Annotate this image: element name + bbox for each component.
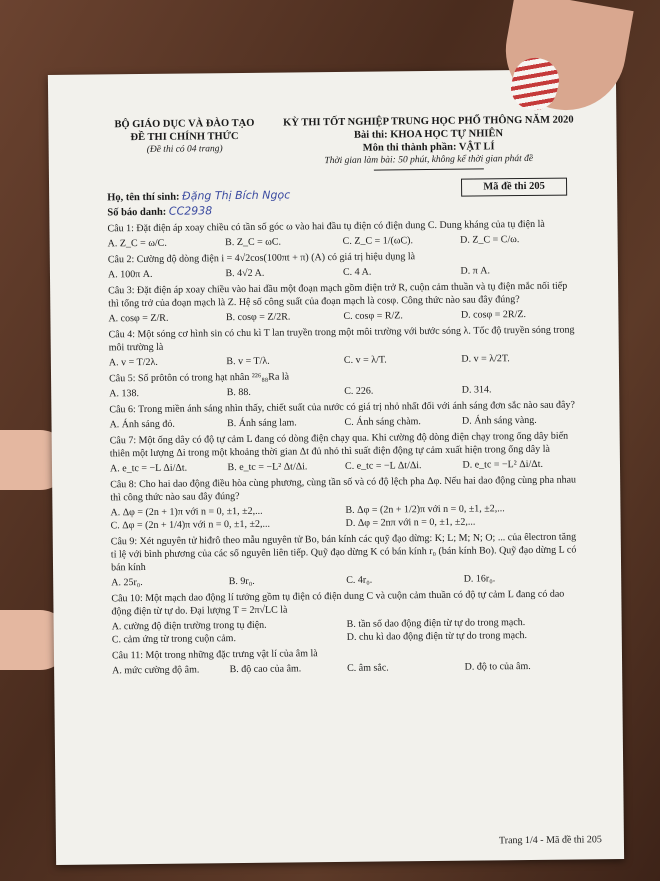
options [112, 615, 582, 646]
option: D. 16r₀. [463, 573, 496, 585]
question-text: Câu 9: Xét nguyên tử hiđrô theo mẫu nguyên tử Bo, bán kính các quỹ đạo dừng: K; L; M; N; O; ... của êlectron tăng tỉ lệ với bình phương của các số nguyên liên tiếp. Quỹ đạo dừng K có bán kính r₀ (bán kính Bo). Quỹ đạo dừng L có bán kính [110, 531, 577, 574]
option: B. 4√2 A. [225, 267, 265, 280]
option: A. e_tc = −L Δi/Δt. [109, 462, 188, 475]
option: C. e_tc = −L Δt/Δi. [344, 460, 422, 472]
option: C. 4r₀. [346, 574, 373, 586]
option: D. Z_C = C/ω. [460, 234, 520, 246]
options [108, 263, 578, 281]
divider [374, 168, 484, 170]
option: B. v = T/λ. [226, 355, 270, 368]
test-name: Bài thi: KHOA HỌC TỰ NHIÊN [353, 128, 504, 141]
option: A. cosφ = Z/R. [108, 312, 169, 325]
question [111, 587, 582, 646]
name-label: Họ, tên thí sinh: [107, 191, 180, 204]
option: D. Δφ = 2nπ với n = 0, ±1, ±2,... [345, 516, 476, 529]
time-note: Thời gian làm bài: 50 phút, không kể thời gian phát đề [324, 153, 534, 167]
option: A. v = T/2λ. [108, 356, 158, 369]
option: D. e_tc = −L² Δi/Δt. [462, 458, 544, 471]
question [109, 323, 579, 369]
option: B. e_tc = −L² Δt/Δi. [227, 461, 308, 474]
option: C. cosφ = R/Z. [343, 310, 403, 322]
option: B. cosφ = Z/2R. [225, 311, 291, 324]
option: A. Δφ = (2n + 1)π với n = 0, ±1, ±2,... [110, 505, 263, 519]
options [112, 659, 582, 677]
question-list [107, 217, 582, 680]
question-text: Câu 11: Một trong những đặc trưng vật lí của âm là [111, 648, 318, 662]
options [110, 457, 580, 475]
question-text: Câu 4: Một sóng cơ hình sin có chu kì T lan truyền trong một môi trường với bước sóng λ. Tốc độ truyền sóng trong môi trường là [108, 324, 575, 354]
question [111, 530, 582, 589]
option: A. 25r₀. [111, 577, 143, 589]
option: C. Δφ = (2n + 1/4)π với n = 0, ±1, ±2,... [110, 518, 270, 532]
question [108, 248, 578, 281]
option: D. 314. [461, 384, 492, 396]
options [108, 232, 578, 250]
page-footer: Trang 1/4 - Mã đề thi 205 [498, 834, 602, 847]
question [112, 644, 582, 677]
options [109, 382, 579, 400]
option: D. Ánh sáng vàng. [461, 414, 537, 427]
question-text: Câu 10: Một mạch dao động lí tưởng gồm tụ điện có điện dung C và cuộn cảm thuần có độ tự cảm L đang có dao động điện từ tự do. Đại lượng T = 2π√LC là [111, 588, 565, 618]
header-left [104, 117, 264, 158]
question-text: Câu 1: Đặt điện áp xoay chiều có tần số góc ω vào hai đầu tụ điện có điện dung C. Dung kháng của tụ điện là [107, 218, 545, 235]
option: A. 100π A. [107, 268, 153, 281]
question-text: Câu 7: Một ống dây có độ tự cảm L đang có dòng điện chạy qua. Khi cường độ dòng điện chạy trong ống dây biến thiên một lượng Δi trong một khoảng thời gian Δt đủ nhỏ thì suất điện động tự cảm xuất hiện trong ống dây là [109, 430, 569, 460]
option: B. độ cao của âm. [229, 663, 302, 676]
page-count: (Đề thi có 04 trang) [146, 144, 223, 155]
candidate-info [107, 188, 290, 220]
question [109, 367, 579, 400]
id-label: Số báo danh: [107, 206, 167, 219]
official-label: ĐỀ THI CHÍNH THỨC [130, 131, 239, 144]
option: D. chu kì dao động điện từ tự do trong mạch. [346, 630, 528, 643]
option: B. 9r₀. [228, 575, 255, 588]
options [108, 307, 578, 325]
option: D. cosφ = 2R/Z. [460, 309, 527, 321]
option: D. π A. [460, 265, 491, 277]
options [110, 501, 580, 532]
question [110, 473, 581, 532]
option: A. cường độ điện trường trong tụ điện. [111, 619, 267, 633]
header-right [268, 113, 589, 171]
name-value: Đặng Thị Bích Ngọc [182, 188, 291, 203]
options [109, 413, 579, 431]
option: B. Z_C = ωC. [225, 236, 282, 249]
question-text: Câu 3: Đặt điện áp xoay chiều vào hai đầu một đoạn mạch gồm điện trở R, cuộn cảm thuần và tụ điện mắc nối tiếp thì tổng trở của đoạn mạch là Z. Hệ số công suất của đoạn mạch là cosφ. Công thức nào sau đây đúng? [108, 280, 568, 310]
option: A. mức cường độ âm. [112, 664, 200, 677]
option: A. Ánh sáng đỏ. [109, 418, 175, 431]
option: C. Z_C = 1/(ωC). [342, 235, 413, 247]
option: D. v = λ/2T. [461, 353, 510, 365]
options [109, 351, 579, 369]
option: A. Z_C = ω/C. [107, 237, 167, 250]
id-value: CC2938 [168, 204, 213, 218]
question-text: Câu 5: Số prôtôn có trong hạt nhân ²²⁶₈₈Ra là [109, 371, 290, 385]
option: C. cảm ứng từ trong cuộn cảm. [111, 633, 237, 646]
options [111, 571, 581, 589]
question-text: Câu 2: Cường độ dòng điện i = 4√2cos(100πt + π) (A) có giá trị hiệu dụng là [107, 251, 416, 266]
question [107, 217, 577, 250]
option: C. 226. [344, 385, 374, 397]
option: B. Δφ = (2n + 1/2)π với n = 0, ±1, ±2,... [345, 503, 505, 516]
option: A. 138. [109, 388, 140, 400]
exam-title: KỲ THI TỐT NGHIỆP TRUNG HỌC PHỔ THÔNG NĂM 2020 [283, 114, 574, 129]
question [109, 398, 579, 431]
option: C. 4 A. [342, 266, 372, 278]
option: B. 88. [226, 386, 251, 399]
question [110, 429, 580, 475]
option: D. độ to của âm. [464, 660, 531, 673]
question [108, 279, 578, 325]
ministry: BỘ GIÁO DỤC VÀ ĐÀO TẠO [114, 117, 255, 131]
exam-paper [48, 69, 624, 865]
subject-name: Môn thi thành phần: VẬT LÍ [362, 141, 495, 154]
option: C. v = λ/T. [343, 354, 387, 366]
question-text: Câu 8: Cho hai dao động điều hòa cùng phương, cùng tần số và có độ lệch pha Δφ. Nếu hai dao động cùng pha nhau thì công thức nào sau đây đúng? [110, 474, 577, 504]
exam-code: Mã đề thi 205 [461, 178, 567, 197]
question-text: Câu 6: Trong miền ánh sáng nhìn thấy, chiết suất của nước có giá trị nhỏ nhất đối với ánh sáng đơn sắc nào sau đây? [109, 399, 575, 416]
option: B. tần số dao động điện từ tự do trong mạch. [346, 617, 526, 630]
option: C. Ánh sáng chàm. [344, 416, 421, 428]
option: B. Ánh sáng lam. [226, 417, 297, 430]
option: C. âm sắc. [347, 662, 389, 674]
